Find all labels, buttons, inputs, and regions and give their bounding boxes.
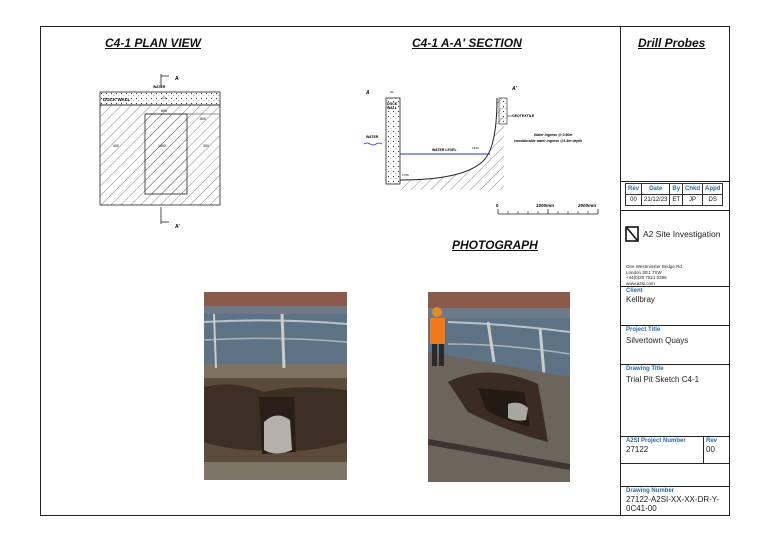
section-note-line1: Water ingress @ 0.90m <box>534 133 573 137</box>
drill-probes-heading: Drill Probes <box>638 36 706 50</box>
scale-label-2000: 2000mm <box>578 203 597 208</box>
tb-line-drawing-number <box>621 486 729 487</box>
tb-rev-divider <box>703 436 704 463</box>
client-value: Kellbray <box>626 295 655 304</box>
trial-pit-photo-1 <box>204 292 347 480</box>
tb-line-rev-top <box>621 181 729 182</box>
tb-line-project-title <box>621 325 729 326</box>
tb-line-rev-bottom-2 <box>621 463 729 464</box>
project-title-label: Project Title <box>626 327 661 333</box>
section-marker-a-prime: A' <box>512 86 517 92</box>
section-note-line2: considerable water ingress @1.5m depth <box>514 139 582 143</box>
project-title-value: Silvertown Quays <box>626 336 689 345</box>
section-dim-1200: 1200 <box>472 146 479 150</box>
address-line-3: +44(0)20 7521 0396 <box>626 275 667 280</box>
rev-cell-chkd: JP <box>683 195 703 206</box>
scale-label-1000: 1000mm <box>536 203 555 208</box>
rev-header-date: Date <box>642 184 670 195</box>
section-dock-wall: DOCK WALL <box>387 102 398 110</box>
plan-dim-left: 850 <box>161 109 167 113</box>
plan-view-heading: C4-1 PLAN VIEW <box>105 36 202 50</box>
section-heading: C4-1 A-A' SECTION <box>412 36 522 50</box>
client-label: Client <box>626 288 643 294</box>
section-dim-1750: 1750 <box>402 173 409 177</box>
rev-header-rev: Rev <box>626 184 642 195</box>
photograph-heading: PHOTOGRAPH <box>452 238 538 252</box>
section-water-label: WATER <box>366 135 379 139</box>
title-block-divider <box>620 26 621 516</box>
drawing-title-label: Drawing Title <box>626 366 664 372</box>
rev-header-chkd: Chkd <box>683 184 703 195</box>
plan-water-label: WATER <box>153 85 166 89</box>
section-marker-a: A <box>366 90 370 96</box>
plan-marker-a-prime: A' <box>175 224 180 230</box>
tb-line-drawing-title <box>621 364 729 365</box>
project-number-label: A2SI Project Number <box>626 438 686 444</box>
revision-table <box>625 183 723 206</box>
plan-view-drawing <box>95 72 225 237</box>
plan-dim-right: 800 <box>200 117 206 121</box>
company-logo-icon <box>625 226 639 242</box>
plan-gl-label: GL <box>162 96 167 100</box>
drawing-number-value: 27122-A2SI-XX-XX-DR-Y-0C41-00 <box>626 495 720 513</box>
address-line-1: One Westminster Bridge Rd <box>626 264 682 269</box>
rev-label: Rev <box>706 438 718 444</box>
section-gl-label: GL <box>390 90 395 94</box>
rev-header-appd: Appd <box>703 184 723 195</box>
tb-line-project-number <box>621 436 729 437</box>
section-water-level: WATER LEVEL <box>432 148 457 152</box>
tb-line-rev-bottom <box>621 210 729 211</box>
section-drawing <box>362 80 612 220</box>
address-line-2: London SE1 7XW <box>626 269 662 275</box>
rev-cell-appd: DS <box>703 195 723 206</box>
project-number-value: 27122 <box>626 445 649 454</box>
company-name: A2 Site Investigation <box>643 229 721 239</box>
scale-label-0: 0 <box>496 203 499 208</box>
tb-line-client <box>621 286 729 287</box>
trial-pit-photo-2 <box>428 292 570 482</box>
plan-dock-wall-label: DOCK WALL <box>103 97 131 102</box>
drawing-number-label: Drawing Number <box>626 488 675 494</box>
rev-value: 00 <box>706 445 715 454</box>
section-geotextile: GEOTEXTILE <box>512 114 535 118</box>
scale-bar <box>498 209 598 214</box>
rev-cell-by: ET <box>670 195 683 206</box>
plan-dim-depth-right: 300 <box>203 144 209 148</box>
plan-dim-depth-left: 400 <box>113 144 119 148</box>
plan-marker-a: A <box>175 76 179 82</box>
drawing-title-value: Trial Pit Sketch C4-1 <box>626 375 700 384</box>
company-address <box>626 264 682 286</box>
rev-cell-date: 21/12/23 <box>642 195 670 206</box>
address-line-4: www.a2si.com <box>626 280 655 286</box>
rev-header-by: By <box>670 184 683 195</box>
rev-cell-rev: 00 <box>626 195 642 206</box>
plan-dim-depth-center: 1600 <box>158 144 166 148</box>
